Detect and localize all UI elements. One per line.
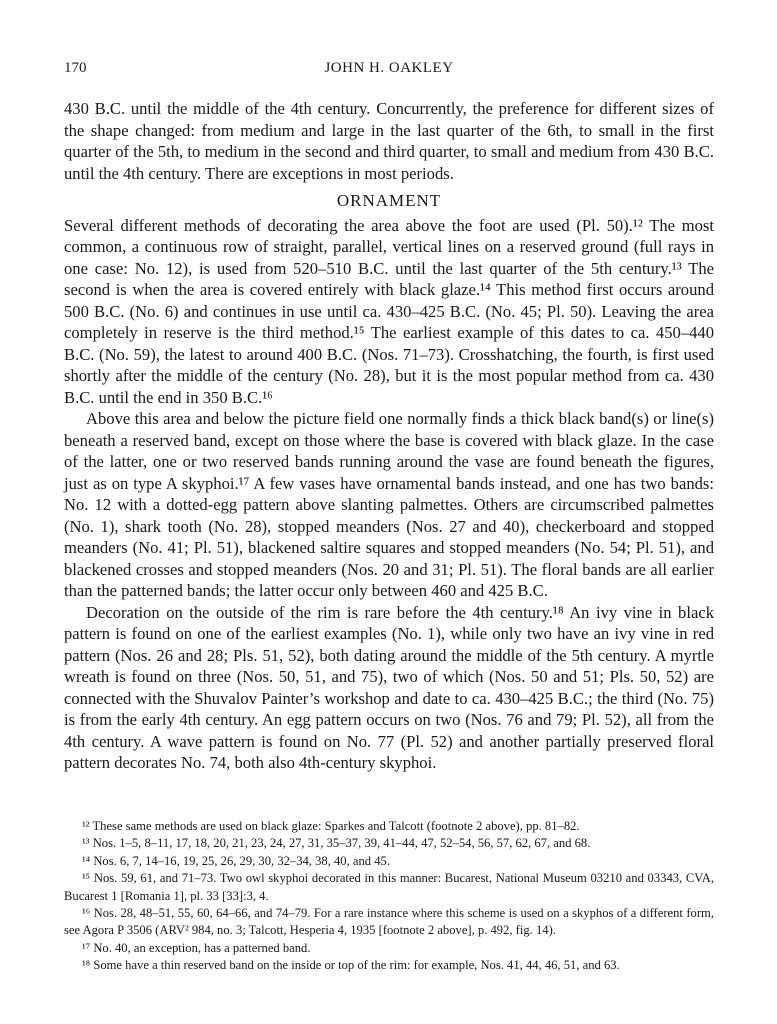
paragraph-continuation: 430 B.C. until the middle of the 4th century. Concurrently, the preference for different sizes of the shape changed: from medium and large in the last quarter of the 6th, to small in the first quarter of the 5th, to medium in the second and third quarter, to small and medium from 430 B.C. until the 4th century. There are exceptions in most periods. (64, 99, 714, 183)
footnote-12: ¹² These same methods are used on black glaze: Sparkes and Talcott (footnote 2 above), pp. 81–82. (82, 819, 580, 833)
paragraph-methods: Several different methods of decorating the area above the foot are used (Pl. 50).¹² The most common, a continuous row of straight, parallel, vertical lines on a reserved ground (full rays in one case: No. 12), is used from 520–510 B.C. until the last quarter of the 5th century.¹³ The second is when the area is covered entirely with black glaze.¹⁴ This method first occurs around 500 B.C. (No. 6) and continues in use until ca. 430–425 B.C. (No. 45; Pl. 50). Leaving the area completely in reserve is the third method.¹⁵ The earliest example of this dates to ca. 450–440 B.C. (No. 59), the latest to around 400 B.C. (Nos. 71–73). Crosshatching, the fourth, is first used shortly after the middle of the century (No. 28), but it is the most popular method from ca. 430 B.C. until the end in 350 B.C.¹⁶ (64, 215, 714, 407)
footnote-15: ¹⁵ Nos. 59, 61, and 71–73. Two owl skyphoi decorated in this manner: Bucarest, National Museum 03210 and 03343, CVA, Bucarest 1 [Romania 1], pl. 33 [33]:3, 4. (64, 871, 714, 903)
footnote-13: ¹³ Nos. 1–5, 8–11, 17, 18, 20, 21, 23, 24, 27, 31, 35–37, 39, 41–44, 47, 52–54, 56, 57, 62, 67, and 68. (82, 836, 591, 851)
paragraph-rim-decoration: Decoration on the outside of the rim is rare before the 4th century.¹⁸ An ivy vine in black pattern is found on one of the earliest examples (No. 1), while only two have an ivy vine in red pattern (Nos. 26 and 28; Pls. 51, 52), both dating around the middle of the 5th century. A myrtle wreath is found on three (Nos. 50, 51, and 75), two of which (Nos. 50 and 51; Pls. 50, 52) are connected with the Shuvalov Painter’s workshop and date to ca. 430–425 B.C.; the third (No. 75) is from the early 4th century. An egg pattern occurs on two (Nos. 76 and 79; Pl. 52), all from the 4th century. A wave pattern is found on No. 77 (Pl. 52) and another partially preserved floral pattern decorates No. 74, both also 4th-century skyphoi. (64, 602, 714, 772)
footnote-14: ¹⁴ Nos. 6, 7, 14–16, 19, 25, 26, 29, 30, 32–34, 38, 40, and 45. (82, 853, 390, 868)
page-header (64, 60, 714, 82)
paragraph-bands: Above this area and below the picture field one normally finds a thick black band(s) or line(s) beneath a reserved band, except on those where the base is covered with black glaze. In the case of the latter, one or two reserved bands running around the vase are found beneath the figures, just as on type A skyphoi.¹⁷ A few vases have ornamental bands instead, and one has two bands: No. 12 with a dotted-egg pattern above slanting palmettes. Others are circumscribed palmettes (No. 1), shark tooth (No. 28), stopped meanders (Nos. 27 and 40), checkerboard and stopped meanders (No. 41; Pl. 51), blackened saltire squares and stopped meanders (No. 54; Pl. 51), and blackened crosses and stopped meanders (Nos. 20 and 31; Pl. 51). The floral bands are all earlier than the patterned bands; the latter occur only between 460 and 425 B.C. (64, 409, 714, 600)
footnote-18: ¹⁸ Some have a thin reserved band on the inside or top of the rim: for example, Nos. 41, 44, 46, 51, and 63. (82, 958, 620, 973)
section-heading: ORNAMENT (336, 191, 442, 210)
footnote-16: ¹⁶ Nos. 28, 48–51, 55, 60, 64–66, and 74–79. For a rare instance where this scheme is used on a skyphos of a different form, see Agora P 3506 (ARV² 984, no. 3; Talcott, Hesperia 4, 1935 [footnote 2 above], p. 492, fig. 14). (64, 906, 714, 938)
body-text (64, 98, 714, 774)
running-head: JOHN H. OAKLEY (324, 60, 454, 76)
footnote-17: ¹⁷ No. 40, an exception, has a patterned band. (82, 940, 311, 955)
footnotes (64, 818, 714, 975)
page-number: 170 (64, 60, 87, 76)
